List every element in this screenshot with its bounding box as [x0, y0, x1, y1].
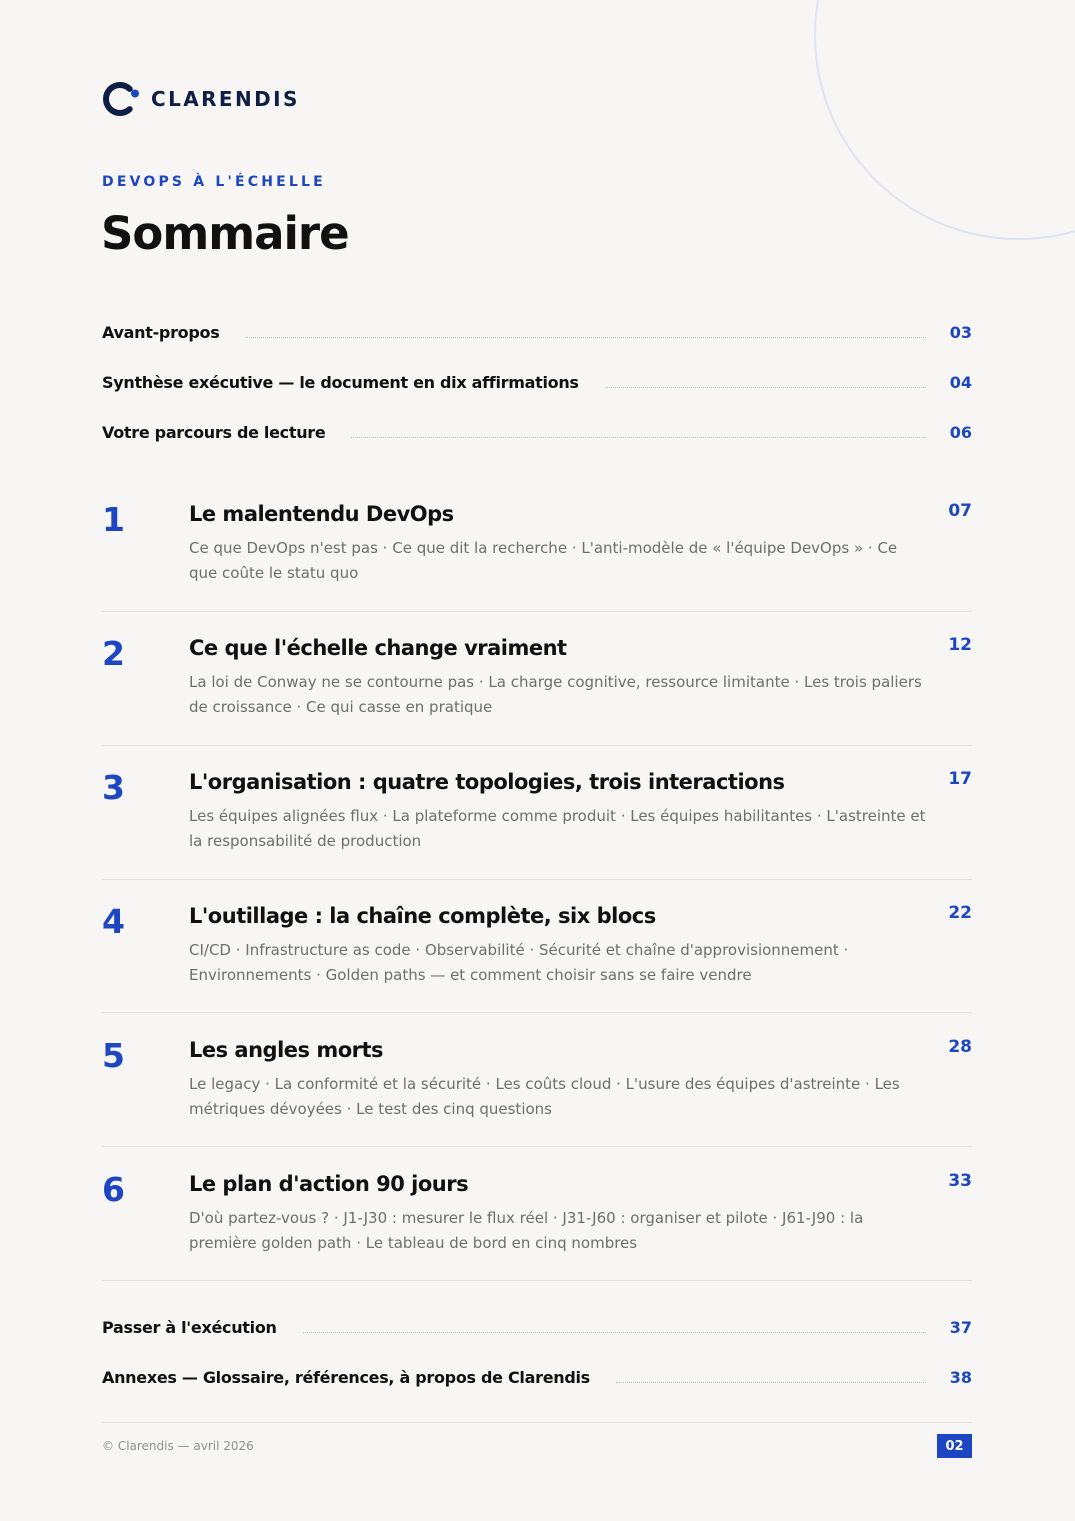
chapter-entry-3[interactable] [102, 768, 972, 868]
toc-entry-page: 03 [949, 322, 972, 342]
footer-divider [102, 1422, 972, 1423]
chapter-entry-1[interactable] [102, 500, 972, 600]
chapter-number: 6 [102, 1170, 125, 1209]
chapter-divider [102, 879, 972, 880]
chapter-title: L'organisation : quatre topologies, trois interactions [189, 770, 785, 794]
chapter-page: 17 [948, 769, 972, 789]
clarendis-logo-icon [102, 80, 142, 118]
chapter-page: 07 [948, 501, 972, 521]
chapter-description: Les équipes alignées flux · La plateforme comme produit · Les équipes habilitantes · L'astreinte et la responsabilité de production [189, 807, 926, 850]
section-eyebrow: DEVOPS À L'ÉCHELLE [102, 174, 326, 190]
chapter-entry-5[interactable] [102, 1036, 972, 1136]
toc-entry-label: Votre parcours de lecture [102, 422, 326, 442]
dot-leader [303, 1332, 926, 1333]
toc-entry-page: 04 [949, 372, 972, 392]
chapter-number: 3 [102, 768, 125, 807]
toc-entry-label: Synthèse exécutive — le document en dix affirmations [102, 372, 579, 392]
chapter-description: CI/CD · Infrastructure as code · Observabilité · Sécurité et chaîne d'approvisionnement · Environnements · Golden paths — et comment choisir sans se faire vendre [189, 941, 849, 984]
chapter-divider [102, 1012, 972, 1013]
dot-leader [351, 437, 925, 438]
toc-entry-page: 06 [949, 422, 972, 442]
chapter-page: 22 [948, 903, 972, 923]
page-title: Sommaire [101, 207, 349, 260]
chapter-description: Ce que DevOps n'est pas · Ce que dit la recherche · L'anti-modèle de « l'équipe DevOps » · Ce que coûte le statu quo [189, 539, 898, 582]
brand-name: CLARENDIS [151, 87, 300, 111]
chapter-page: 33 [948, 1171, 972, 1191]
chapter-number: 1 [102, 500, 125, 539]
toc-entry-page: 38 [949, 1367, 972, 1387]
chapter-number: 5 [102, 1036, 125, 1075]
toc-entry-back-2[interactable] [102, 1364, 972, 1390]
chapter-title: Les angles morts [189, 1038, 384, 1062]
dot-leader [605, 387, 926, 388]
chapter-page: 12 [948, 635, 972, 655]
footer-copyright: © Clarendis — avril 2026 [102, 1439, 254, 1453]
chapter-page: 28 [948, 1037, 972, 1057]
toc-entry-front-2[interactable] [102, 369, 972, 395]
chapter-entry-4[interactable] [102, 902, 972, 1002]
chapter-description: Le legacy · La conformité et la sécurité · Les coûts cloud · L'usure des équipes d'astreinte · Les métriques dévoyées · Le test des cinq questions [189, 1075, 900, 1118]
toc-entry-label: Avant-propos [102, 322, 220, 342]
chapter-entry-2[interactable] [102, 634, 972, 734]
brand-logo [102, 80, 300, 118]
chapter-title: Ce que l'échelle change vraiment [189, 636, 567, 660]
chapter-number: 4 [102, 902, 125, 941]
chapter-description: D'où partez-vous ? · J1-J30 : mesurer le flux réel · J31-J60 : organiser et pilote · J61-J90 : la première golden path · Le tableau de bord en cinq nombres [189, 1209, 864, 1252]
dot-leader [245, 337, 925, 338]
decorative-circle [814, 0, 1075, 240]
chapter-entry-6[interactable] [102, 1170, 972, 1270]
chapter-divider [102, 745, 972, 746]
toc-entry-front-3[interactable] [102, 419, 972, 445]
chapter-title: Le plan d'action 90 jours [189, 1172, 469, 1196]
chapter-title: Le malentendu DevOps [189, 502, 454, 526]
chapter-number: 2 [102, 634, 125, 673]
toc-entry-back-1[interactable] [102, 1314, 972, 1340]
chapter-divider [102, 1280, 972, 1281]
toc-entry-front-1[interactable] [102, 319, 972, 345]
toc-entry-label: Passer à l'exécution [102, 1317, 277, 1337]
chapter-title: L'outillage : la chaîne complète, six blocs [189, 904, 656, 928]
chapter-description: La loi de Conway ne se contourne pas · La charge cognitive, ressource limitante · Les trois paliers de croissance · Ce qui casse en pratique [189, 673, 922, 716]
toc-entry-label: Annexes — Glossaire, références, à propos de Clarendis [102, 1367, 590, 1387]
chapter-divider [102, 1146, 972, 1147]
chapter-divider [102, 611, 972, 612]
page-number-badge: 02 [937, 1434, 972, 1458]
toc-entry-page: 37 [949, 1317, 972, 1337]
dot-leader [616, 1382, 926, 1383]
